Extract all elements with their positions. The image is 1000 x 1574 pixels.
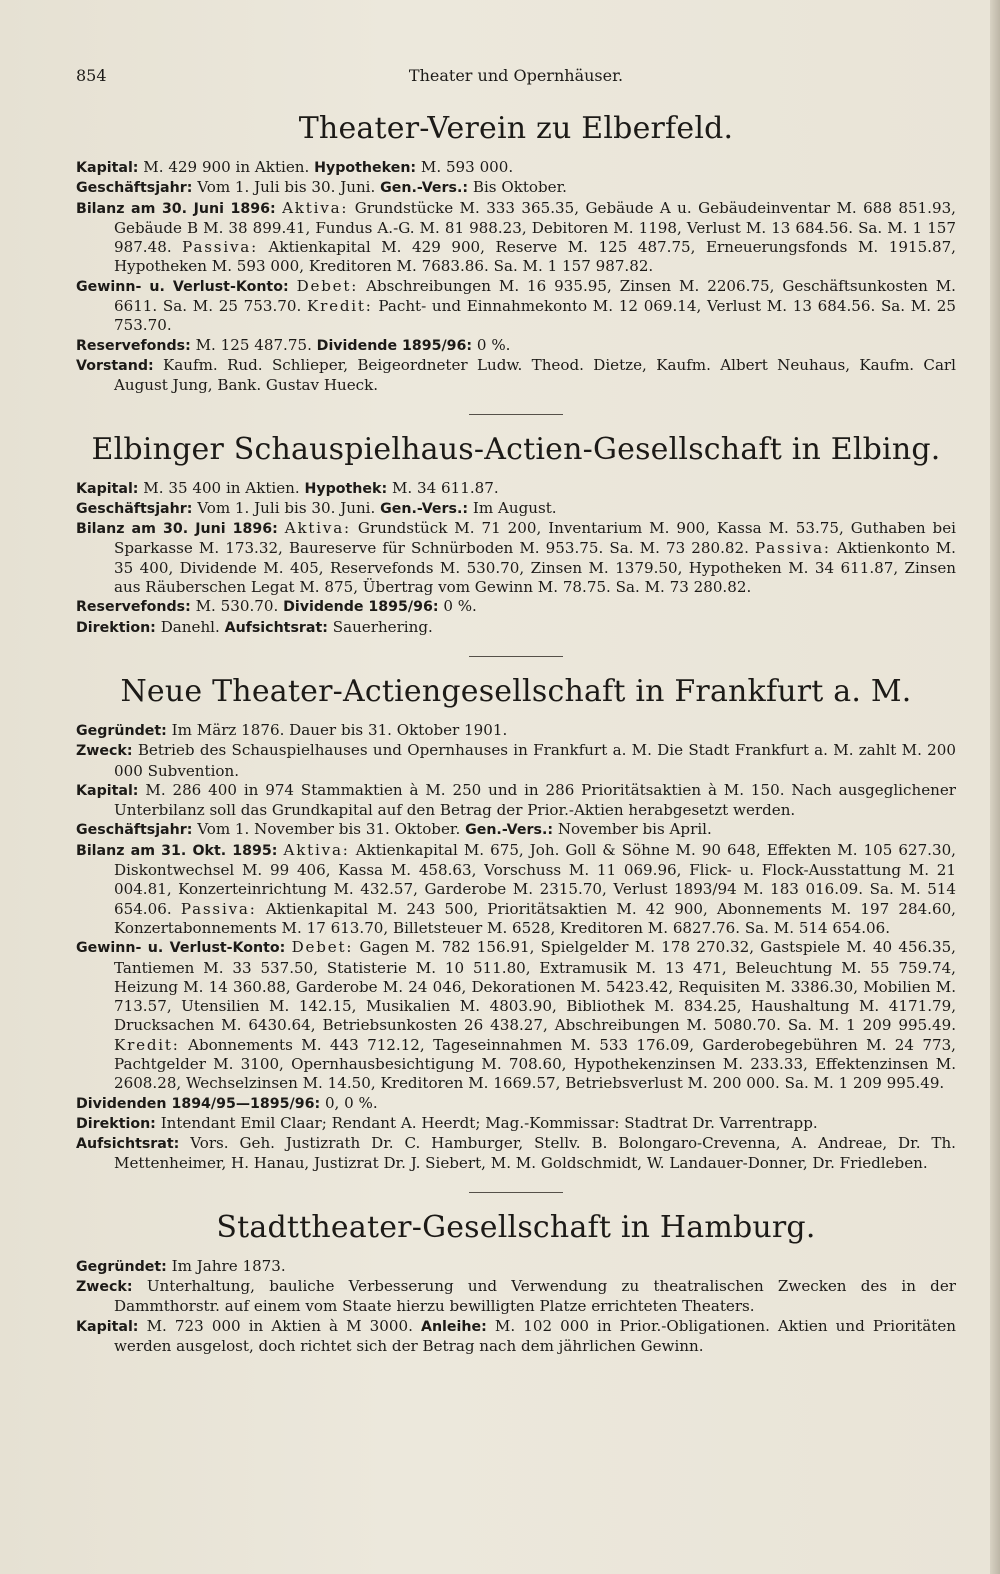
entry-text: Intendant Emil Claar; Rendant A. Heerdt; Mag.-Kommissar: Stadtrat Dr. Varrentrapp. [160,1113,818,1132]
entry-label: Gen.-Vers.: [380,500,469,517]
section-divider [469,414,563,415]
entry-label: Geschäftsjahr: [76,822,193,839]
entry-text: 0, 0 %. [324,1093,378,1112]
entry-text: Abonnements M. 443 712.12, Tageseinnahmen M. 533 176.09, Garderobegebühren M. 24 773, Pachtgelder M. 3100, Opernhausbesichtigung M. 708.60, Hypothekenzinsen M. 233.33, Effektenzinsen M. 2608.28, Wechselzinsen M. 14.50, Kreditoren M. 1669.57, Betriebsverlust M. 200 000. Sa. M. 1 209 995.49. [114,1035,956,1093]
entry [76,597,956,617]
entry-text: Gagen M. 782 156.91, Spielgelder M. 178 270.32, Gastspiele M. 40 456.35, Tantiemen M. 33 537.50, Statisterie M. 10 511.80, Extramusik M. 13 471, Beleuchtung M. 55 759.74, Heizung M. 14 360.88, Garderobe M. 24 046, Dekorationen M. 5423.42, Requisiten M. 3386.30, Mobilien M. 713.57, Utensilien M. 142.15, Musikalien M. 4803.90, Bibliothek M. 834.25, Haushaltung M. 4171.79, Drucksachen M. 6430.64, Betriebsunkosten 26 438.27, Abschreibungen M. 5080.70. Sa. M. 1 209 995.49. [114,938,956,1035]
entry-text: Im August. [472,498,557,517]
section [76,1209,956,1356]
entry-text: M. 723 000 in Aktien à M 3000. [146,1316,421,1335]
entry [76,841,956,938]
entry [76,1134,956,1174]
entry [76,356,956,396]
entry-text: Abschreibungen M. 16 935.95, Zinsen M. 2206.75, Geschäftsunkosten M. 6611. Sa. M. 25 753.70. [114,276,956,316]
entry-label: Direktion: [76,619,156,636]
entry-subhead: Passiva: [755,539,831,558]
entry-label: Kapital: [76,782,139,799]
entry-label: Bilanz am 31. Okt. 1895: [76,842,278,859]
entry-label: Bilanz am 30. Juni 1896: [76,521,278,538]
entry [76,618,956,638]
entry-text: Vors. Geh. Justizrath Dr. C. Hamburger, Stellv. B. Bolongaro-Crevenna, A. Andreae, Dr. Th. Mettenheimer, H. Hanau, Justizrat Dr. J. Siebert, M. M. Goldschmidt, W. Landauer-Donner, Dr. Friedleben. [114,1134,956,1173]
entry [76,479,956,499]
entry-subhead: Passiva: [182,238,258,257]
entry-label: Hypotheken: [314,160,417,176]
entry [76,938,956,1093]
entry-label: Gewinn- u. Verlust-Konto: [76,940,286,957]
entry-text: M. 593 000. [420,158,514,176]
entry-text: M. 125 487.75. [195,335,317,354]
entry-text: Betrieb des Schauspielhauses und Opernhauses in Frankfurt a. M. Die Stadt Frankfurt a. M. zahlt M. 200 000 Subvention. [114,741,956,780]
entry-text: Vom 1. November bis 31. Oktober. [197,820,466,839]
entry [76,1257,956,1277]
entry-text: Aktienkapital M. 429 900, Reserve M. 125 487.75, Erneuerungsfonds M. 1915.87, Hypotheken M. 593 000, Kreditoren M. 7683.86. Sa. M. 1 157 987.82. [114,238,956,276]
entry-text: November bis April. [557,820,712,839]
entry-text: Danehl. [160,617,225,636]
entry-label: Vorstand: [76,357,154,374]
entry-label: Geschäftsjahr: [76,180,193,197]
entry [76,199,956,277]
entry-subhead: Passiva: [180,899,257,918]
section-divider [469,1192,563,1193]
page-edge-shadow [990,0,1000,1574]
entry [76,336,956,356]
entry-subhead: Kredit: [114,1035,180,1054]
entry-label: Dividende 1895/96: [316,337,473,354]
entry-text: Im Jahre 1873. [171,1256,286,1275]
entry [76,178,956,198]
entry [76,781,956,821]
section-title: Theater-Verein zu Elberfeld. [298,111,734,146]
page-number: 854 [76,66,107,85]
entry-subhead: Aktiva: [282,198,349,217]
entry-label: Aufsichtsrat: [76,1136,180,1153]
entry [76,1094,956,1114]
entry-label: Aufsichtsrat: [224,619,328,636]
section-divider [469,656,563,657]
entry-text: Aktienkapital M. 243 500, Prioritätsaktien M. 42 900, Abonnements M. 197 284.60, Konzertabonnements M. 17 613.70, Billetsteuer M. 6528, Kreditoren M. 6827.76. Sa. M. 514 654.06. [114,899,956,937]
entry-text: Sauerhering. [332,617,433,636]
entry [76,519,956,597]
entry-label: Gen.-Vers.: [465,822,554,839]
entry-subhead: Debet: [291,938,354,957]
entry-subhead: Kredit: [307,297,373,316]
entry-label: Zweck: [76,1279,133,1296]
entry [76,1114,956,1134]
running-head [76,58,956,94]
entry [76,721,956,741]
entry-label: Gegründet: [76,722,167,739]
entry-label: Zweck: [76,743,133,760]
entry-text: Bis Oktober. [472,178,567,197]
entry-subhead: Debet: [296,276,359,295]
entry-text: M. 429 900 in Aktien. [143,158,315,176]
entry-label: Gegründet: [76,1258,167,1275]
entry-label: Direktion: [76,1115,156,1132]
entry-label: Gewinn- u. Verlust-Konto: [76,278,289,295]
entry-label: Gen.-Vers.: [380,180,469,197]
entry-text: 0 %. [476,335,511,354]
entry-label: Hypothek: [304,480,388,497]
entry-text: Pacht- und Einnahmekonto M. 12 069.14, Verlust M. 13 684.56. Sa. M. 25 753.70. [114,297,956,335]
entry [76,1317,956,1357]
entry-text: Unterhaltung, bauliche Verbesserung und Verwendung zu theatralischen Zwecken des in der Dammthorstr. auf einem vom Staate hierzu bewilligten Platze errichteten Theaters. [114,1277,956,1316]
entry-text: 0 %. [443,597,477,616]
entry-label: Geschäftsjahr: [76,500,193,517]
entry [76,277,956,336]
entry-text: M. 530.70. [195,597,284,616]
entry-text: M. 102 000 in Prior.-Obligationen. Aktien und Prioritäten werden ausgelost, doch richtet sich der Betrag nach dem jährlichen Gewinn. [114,1316,956,1355]
entry-label: Dividenden 1894/95—1895/96: [76,1095,321,1112]
entry-text: Im März 1876. Dauer bis 31. Oktober 1901. [171,720,508,739]
entry-text: M. 286 400 in 974 Stammaktien à M. 250 und in 286 Prioritätsaktien à M. 150. Nach ausgeglichener Unterbilanz soll das Grundkapital auf den Betrag der Prior.-Aktien herabgesetzt werden. [114,780,956,820]
entry-text: Kaufm. Rud. Schlieper, Beigeordneter Ludw. Theod. Dietze, Kaufm. Albert Neuhaus, Kaufm. Carl August Jung, Bank. Gustav Hueck. [114,355,956,395]
section-title: Neue Theater-Actiengesellschaft in Frankfurt a. M. [120,673,912,709]
entry-text: M. 35 400 in Aktien. [143,478,305,497]
entry-text: Aktienkapital M. 675, Joh. Goll & Söhne M. 90 648, Effekten M. 105 627.30, Diskontwechsel M. 99 406, Kassa M. 458.63, Vorschuss M. 11 069.96, Flick- u. Flock-Ausstattung M. 21 004.81, Konzerteinrichtung M. 432.57, Garderobe M. 2315.70, Verlust 1893/94 M. 183 016.09. Sa. M. 514 654.06. [114,840,956,918]
section-title: Stadttheater-Gesellschaft in Hamburg. [216,1209,816,1245]
entry-label: Reservefonds: [76,337,191,354]
entry-subhead: Aktiva: [283,840,350,859]
entry-text: Vom 1. Juli bis 30. Juni. [197,498,381,517]
section-title: Elbinger Schauspielhaus-Actien-Gesellschaft in Elbing. [91,431,941,467]
entry [76,158,956,178]
entry-label: Bilanz am 30. Juni 1896: [76,200,276,217]
entry-label: Kapital: [76,160,139,176]
entry-text: Grundstück M. 71 200, Inventarium M. 900, Kassa M. 53.75, Guthaben bei Sparkasse M. 173.32, Baureserve für Schnürboden M. 953.75. Sa. M. 73 280.82. [114,519,956,558]
entry [76,499,956,519]
entry [76,820,956,840]
section [76,431,956,638]
entry-text: M. 34 611.87. [391,478,499,497]
section [76,673,956,1174]
entry-label: Dividende 1895/96: [283,599,439,616]
running-title: Theater und Opernhäuser. [408,66,624,85]
entry-label: Reservefonds: [76,599,191,616]
entry-text: Aktienkonto M. 35 400, Dividende M. 405, Reservefonds M. 530.70, Zinsen M. 1379.50, Hypotheken M. 34 611.87, Zinsen aus Räuberschen Legat M. 875, Übertrag vom Gewinn M. 78.75. Sa. M. 73 280.82. [114,539,956,597]
sections [76,110,956,1356]
entry-label: Kapital: [76,1318,139,1335]
entry [76,741,956,781]
entry-label: Kapital: [76,480,139,497]
entry-text: Vom 1. Juli bis 30. Juni. [197,178,381,197]
entry-text: Grundstücke M. 333 365.35, Gebäude A u. Gebäudeinventar M. 688 851.93, Gebäude B M. 38 899.41, Fundus A.-G. M. 81 988.23, Debitoren M. 1198, Verlust M. 13 684.56. Sa. M. 1 157 987.48. [114,198,956,257]
page-content [76,58,956,1356]
entry-subhead: Aktiva: [284,519,351,538]
entry [76,1277,956,1317]
section [76,110,956,396]
entry-label: Anleihe: [420,1318,487,1335]
